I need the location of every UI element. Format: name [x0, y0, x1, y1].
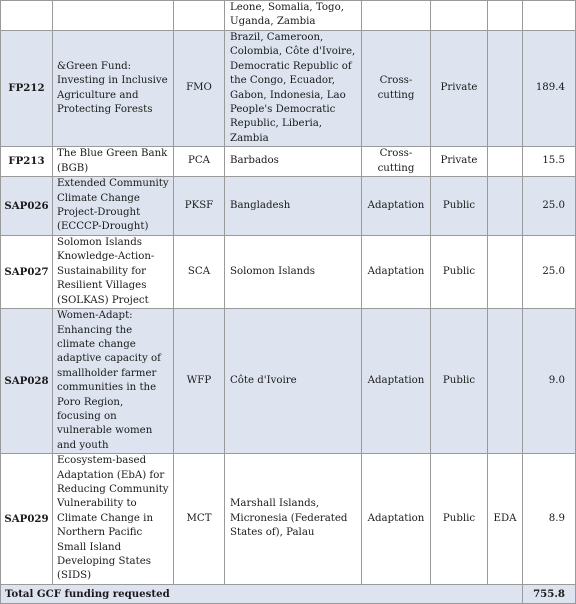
cell-modality [488, 31, 523, 147]
cell-theme: Adaptation [362, 236, 431, 309]
cell-modality: EDA [488, 454, 523, 585]
total-row [1, 584, 576, 603]
cell-entity: PKSF [174, 177, 225, 236]
cell-name: Women-Adapt: Enhancing the climate change adaptive capacity of smallholder farmer communities in the Poro Region, focusing on vulnerable women and youth [53, 309, 174, 454]
cell-amount: 25.0 [523, 177, 576, 236]
cell-countries: Côte d'Ivoire [225, 309, 362, 454]
cell-theme [362, 1, 431, 31]
cell-countries: Solomon Islands [225, 236, 362, 309]
cell-theme: Adaptation [362, 454, 431, 585]
cell-sector: Public [431, 177, 488, 236]
cell-id: SAP027 [1, 236, 53, 309]
cell-sector: Private [431, 147, 488, 177]
cell-entity [174, 1, 225, 31]
table-row-fp213 [1, 147, 576, 177]
cell-id: SAP028 [1, 309, 53, 454]
cell-theme: Cross-cutting [362, 147, 431, 177]
cell-entity: PCA [174, 147, 225, 177]
cell-name: Ecosystem-based Adaptation (EbA) for Reducing Community Vulnerability to Climate Change in Northern Pacific Small Island Developing States (SIDS) [53, 454, 174, 585]
table-row-continuation [1, 1, 576, 31]
cell-countries: Bangladesh [225, 177, 362, 236]
cell-name: &Green Fund: Investing in Inclusive Agriculture and Protecting Forests [53, 31, 174, 147]
cell-id: FP212 [1, 31, 53, 147]
cell-amount: 15.5 [523, 147, 576, 177]
cell-name: Extended Community Climate Change Project-Drought (ECCCP-Drought) [53, 177, 174, 236]
cell-modality [488, 236, 523, 309]
cell-theme: Adaptation [362, 309, 431, 454]
cell-theme: Cross-cutting [362, 31, 431, 147]
total-amount: 755.8 [523, 584, 576, 603]
cell-id: SAP026 [1, 177, 53, 236]
table-row-sap026 [1, 177, 576, 236]
table-row-sap029 [1, 454, 576, 585]
cell-sector: Public [431, 309, 488, 454]
cell-amount [523, 1, 576, 31]
cell-modality [488, 1, 523, 31]
table-row-sap027 [1, 236, 576, 309]
cell-sector: Private [431, 31, 488, 147]
cell-sector: Public [431, 236, 488, 309]
cell-id [1, 1, 53, 31]
cell-amount: 8.9 [523, 454, 576, 585]
total-label: Total GCF funding requested [1, 584, 523, 603]
cell-entity: MCT [174, 454, 225, 585]
cell-entity: WFP [174, 309, 225, 454]
cell-entity: FMO [174, 31, 225, 147]
cell-countries: Brazil, Cameroon, Colombia, Côte d'Ivoire, Democratic Republic of the Congo, Ecuador, Gabon, Indonesia, Lao People's Democratic Republic, Liberia, Zambia [225, 31, 362, 147]
cell-sector: Public [431, 454, 488, 585]
cell-amount: 25.0 [523, 236, 576, 309]
table-row-fp212 [1, 31, 576, 147]
cell-id: SAP029 [1, 454, 53, 585]
cell-id: FP213 [1, 147, 53, 177]
cell-countries: Leone, Somalia, Togo, Uganda, Zambia [225, 1, 362, 31]
cell-entity: SCA [174, 236, 225, 309]
cell-modality [488, 147, 523, 177]
table-row-sap028 [1, 309, 576, 454]
cell-modality [488, 309, 523, 454]
cell-amount: 189.4 [523, 31, 576, 147]
cell-countries: Barbados [225, 147, 362, 177]
cell-amount: 9.0 [523, 309, 576, 454]
cell-theme: Adaptation [362, 177, 431, 236]
cell-modality [488, 177, 523, 236]
cell-countries: Marshall Islands, Micronesia (Federated States of), Palau [225, 454, 362, 585]
cell-sector [431, 1, 488, 31]
cell-name: The Blue Green Bank (BGB) [53, 147, 174, 177]
cell-name: Solomon Islands Knowledge-Action-Sustainability for Resilient Villages (SOLKAS) Project [53, 236, 174, 309]
cell-name [53, 1, 174, 31]
